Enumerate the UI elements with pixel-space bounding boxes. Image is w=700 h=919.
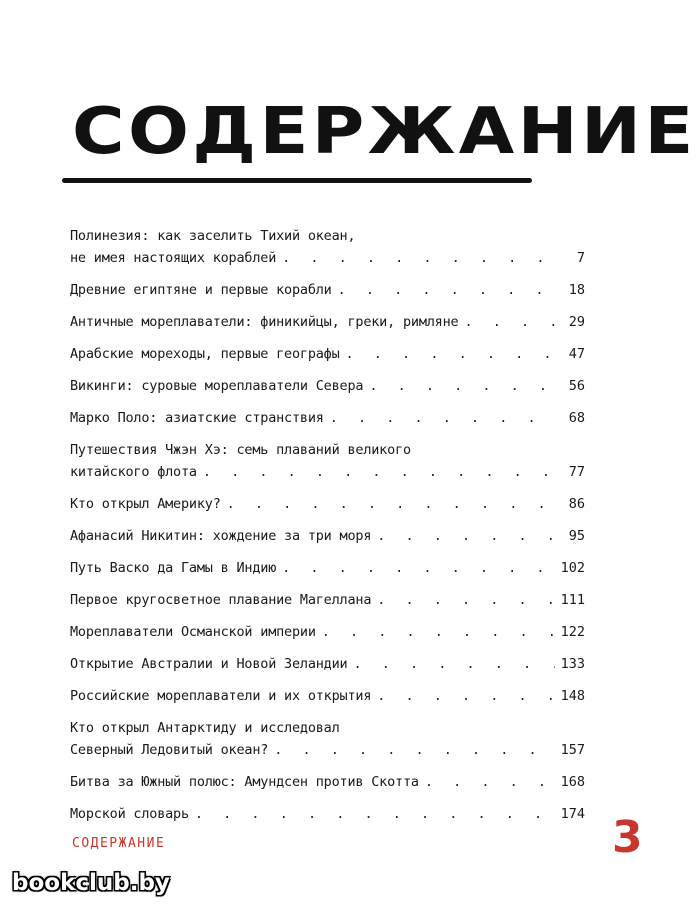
toc-entry-line: [70, 439, 585, 461]
dot-leader: [203, 461, 557, 483]
toc-entry[interactable]: [70, 407, 585, 429]
toc-entry-title: Античные мореплаватели: финикийцы, греки, римляне: [70, 314, 459, 330]
toc-entry-line: [70, 247, 585, 269]
toc-page-number: 29: [568, 314, 585, 330]
toc-page-number: 102: [560, 560, 585, 576]
dot-leader: [425, 771, 555, 793]
toc-entry[interactable]: [70, 225, 585, 269]
dot-leader: [282, 247, 557, 269]
toc-entry[interactable]: [70, 493, 585, 515]
dot-leader: [369, 375, 557, 397]
toc-entry-title: Открытие Австралии и Новой Зеландии: [70, 656, 348, 672]
title-underline: [62, 178, 532, 183]
toc-entry-line: [70, 375, 585, 397]
page-number: 3: [612, 812, 643, 863]
dot-leader: [377, 685, 554, 707]
toc-entry-title: Битва за Южный полюс: Амундсен против Скотта: [70, 774, 419, 790]
dot-leader: [338, 279, 557, 301]
toc-entry[interactable]: [70, 557, 585, 579]
toc-entry-title: Викинги: суровые мореплаватели Севера: [70, 378, 364, 394]
dot-leader: [377, 525, 557, 547]
toc-page-number: 95: [568, 528, 585, 544]
toc-entry-line: [70, 653, 585, 675]
toc-page-number: 174: [560, 806, 585, 822]
toc-entry-line: [70, 461, 585, 483]
toc-page-number: 122: [560, 624, 585, 640]
toc-entry[interactable]: [70, 525, 585, 547]
toc-page-number: 168: [560, 774, 585, 790]
dot-leader: [227, 493, 557, 515]
toc-entry-line: [70, 279, 585, 301]
toc-entry-title: китайского флота: [70, 464, 197, 480]
toc-entry-line: [70, 493, 585, 515]
dot-leader: [377, 589, 554, 611]
toc-entry-title: Полинезия: как заселить Тихий океан,: [70, 228, 356, 244]
toc-entry-line: [70, 311, 585, 333]
toc-page-number: 133: [560, 656, 585, 672]
toc-entry[interactable]: [70, 685, 585, 707]
dot-leader: [346, 343, 557, 365]
dot-leader: [322, 621, 555, 643]
toc-entry-title: Путешествия Чжэн Хэ: семь плаваний великого: [70, 442, 411, 458]
toc-entry-title: Арабские мореходы, первые географы: [70, 346, 340, 362]
toc-entry[interactable]: [70, 439, 585, 483]
toc-entry-title: Древние египтяне и первые корабли: [70, 282, 332, 298]
toc-entry-line: [70, 589, 585, 611]
toc-entry-line: [70, 685, 585, 707]
toc-entry[interactable]: [70, 279, 585, 301]
toc-entry[interactable]: [70, 621, 585, 643]
toc-page-number: 7: [576, 250, 585, 266]
toc-entry-line: [70, 407, 585, 429]
section-label: СОДЕРЖАНИЕ: [72, 836, 166, 851]
toc-page-number: 157: [560, 742, 585, 758]
toc-page-number: 68: [568, 410, 585, 426]
toc-entry[interactable]: [70, 803, 585, 825]
toc-page-number: 18: [568, 282, 585, 298]
toc-page-number: 86: [568, 496, 585, 512]
toc-entry-line: [70, 803, 585, 825]
dot-leader: [353, 653, 554, 675]
toc-entry-title: Северный Ледовитый океан?: [70, 742, 269, 758]
toc-page-number: 47: [568, 346, 585, 362]
toc-entry-title: Кто открыл Антарктиду и исследовал: [70, 720, 340, 736]
toc-entry-line: [70, 621, 585, 643]
toc-entry[interactable]: [70, 771, 585, 793]
dot-leader: [464, 311, 557, 333]
toc-entry[interactable]: [70, 717, 585, 761]
dot-leader: [282, 557, 554, 579]
toc-entry[interactable]: [70, 375, 585, 397]
toc-entry-title: Афанасий Никитин: хождение за три моря: [70, 528, 372, 544]
dot-leader: [195, 803, 555, 825]
toc-entry-title: Марко Поло: азиатские странствия: [70, 410, 324, 426]
toc-entry-line: [70, 771, 585, 793]
toc-page-number: 77: [568, 464, 585, 480]
table-of-contents: [70, 225, 585, 835]
watermark: bookclub.by: [12, 870, 170, 896]
toc-entry-line: [70, 739, 585, 761]
toc-entry[interactable]: [70, 589, 585, 611]
toc-entry-line: [70, 343, 585, 365]
page-title: СОДЕРЖАНИЕ: [72, 95, 697, 169]
toc-entry-line: [70, 525, 585, 547]
toc-entry[interactable]: [70, 653, 585, 675]
toc-page-number: 56: [568, 378, 585, 394]
toc-entry[interactable]: [70, 343, 585, 365]
toc-entry-title: Морской словарь: [70, 806, 189, 822]
toc-entry-line: [70, 717, 585, 739]
toc-page-number: 148: [560, 688, 585, 704]
toc-entry-title: Российские мореплаватели и их открытия: [70, 688, 372, 704]
toc-entry-line: [70, 557, 585, 579]
dot-leader: [274, 739, 554, 761]
toc-entry-title: Кто открыл Америку?: [70, 496, 221, 512]
toc-entry-title: Путь Васко да Гамы в Индию: [70, 560, 277, 576]
toc-entry-title: Мореплаватели Османской империи: [70, 624, 316, 640]
toc-entry-title: Первое кругосветное плавание Магеллана: [70, 592, 372, 608]
toc-entry-line: [70, 225, 585, 247]
toc-entry[interactable]: [70, 311, 585, 333]
dot-leader: [330, 407, 557, 429]
toc-page-number: 111: [560, 592, 585, 608]
toc-entry-title: не имея настоящих кораблей: [70, 250, 277, 266]
